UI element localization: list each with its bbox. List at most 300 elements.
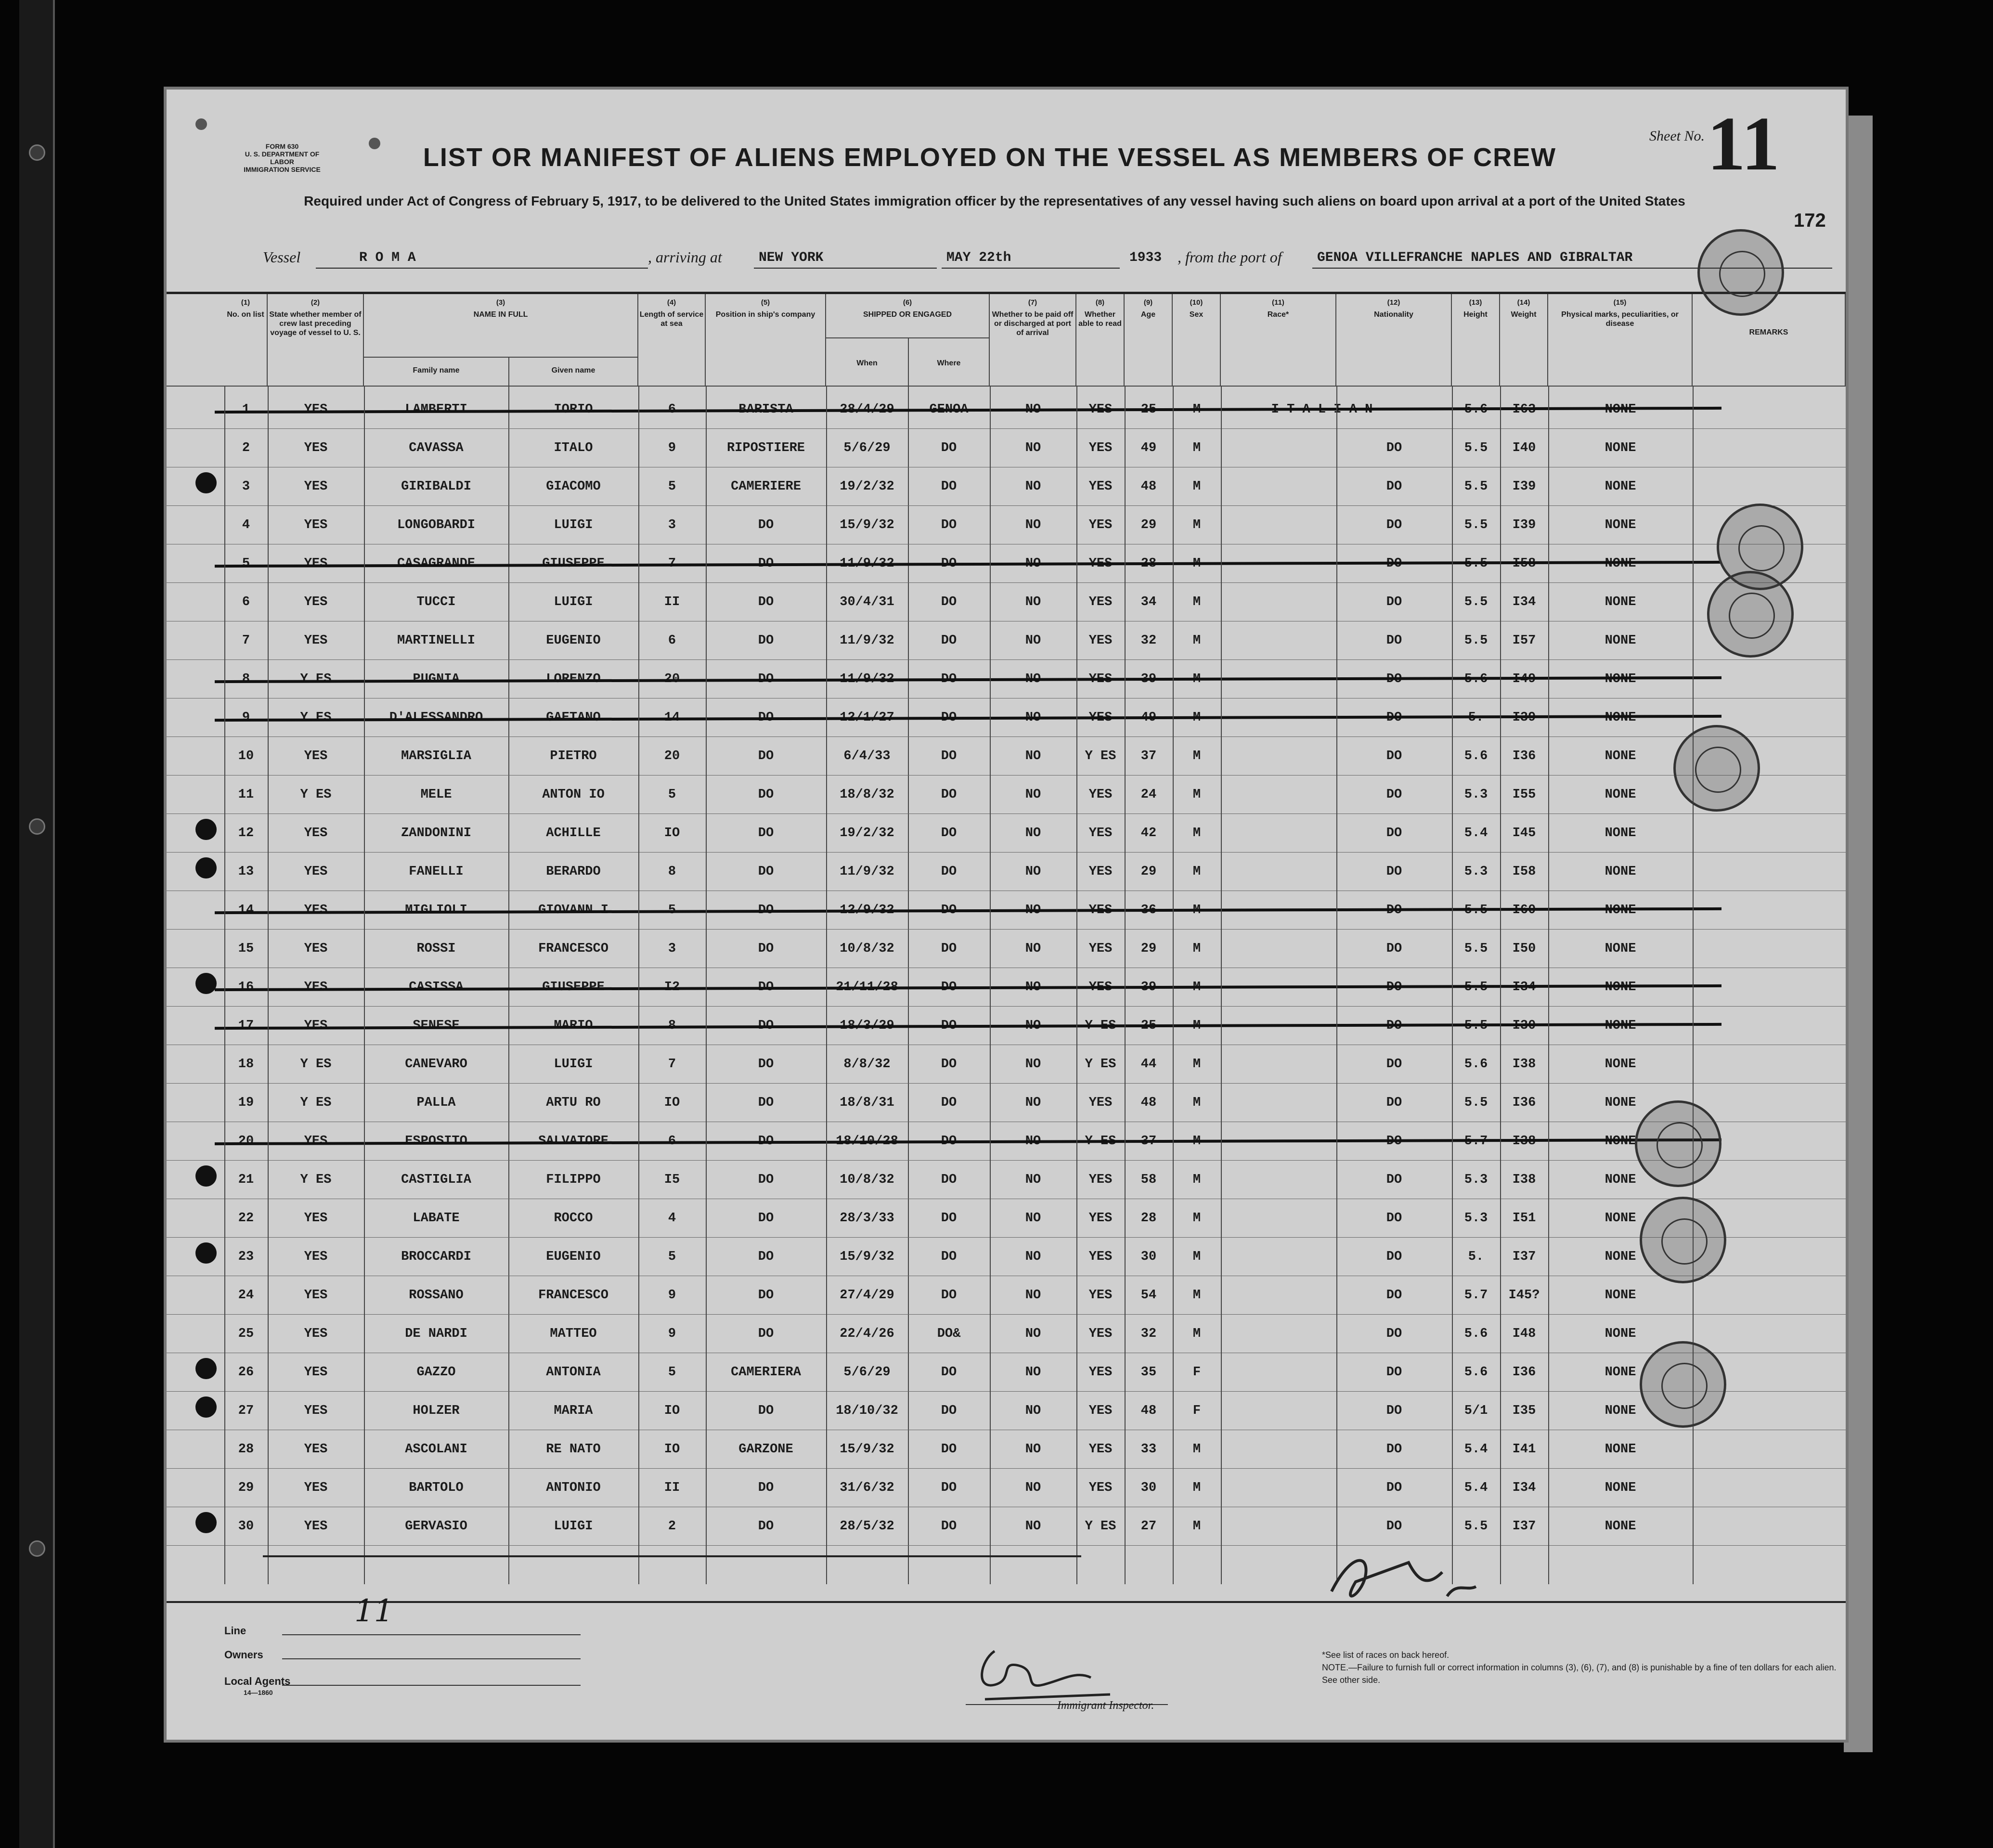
cell-len: I2 [664, 980, 680, 995]
consulate-stamp [1635, 1100, 1721, 1187]
cell-paid: NO [1025, 942, 1041, 956]
cell-h: 5.7 [1464, 1134, 1488, 1149]
cell-pos: DO [758, 518, 774, 532]
cell-pos: DO [758, 1250, 774, 1264]
cell-nat: DO [1386, 672, 1402, 686]
cell-w: I39 [1512, 711, 1536, 725]
cell-read: YES [1088, 1481, 1113, 1495]
cell-paid: NO [1025, 1173, 1041, 1187]
cell-age: 33 [1140, 1442, 1157, 1457]
column-number: (4) [667, 298, 676, 307]
cell-sex: M [1192, 1327, 1201, 1341]
cell-where: DO [941, 1211, 957, 1226]
cell-marks: NONE [1605, 1134, 1636, 1149]
cell-marks: NONE [1605, 1019, 1636, 1033]
cell-no: 6 [242, 595, 250, 609]
cell-crew: Y ES [300, 1173, 332, 1187]
table-row [167, 1045, 1846, 1084]
cell-read: YES [1088, 441, 1113, 455]
manifest-table [167, 292, 1846, 1584]
cell-family: CASAGRANDE [397, 556, 476, 571]
cell-age: 36 [1140, 903, 1157, 918]
cell-crew: Y ES [300, 1057, 332, 1072]
cell-h: 5.3 [1464, 788, 1488, 802]
cell-nat: DO [1386, 479, 1402, 494]
column-header [1125, 294, 1173, 386]
cell-marks: NONE [1605, 1211, 1636, 1226]
cell-h: 5.5 [1464, 1096, 1488, 1110]
cell-when: 12/1/27 [840, 711, 894, 725]
column-number: (14) [1517, 298, 1530, 307]
cell-w: I55 [1512, 788, 1536, 802]
cell-marks: NONE [1605, 402, 1636, 417]
cell-pos: DO [758, 556, 774, 571]
cell-len: 14 [664, 711, 680, 725]
table-row [167, 1084, 1846, 1122]
cell-h: 5.5 [1464, 479, 1488, 494]
cell-len: 5 [668, 479, 676, 494]
cell-paid: NO [1025, 1057, 1041, 1072]
arriving-label: , arriving at [648, 248, 722, 266]
cell-sex: M [1192, 980, 1201, 995]
consulate-stamp [1697, 229, 1784, 316]
column-label: Whether to be paid off or discharged at port of arrival [992, 310, 1074, 337]
table-row [167, 506, 1846, 544]
cell-age: 32 [1140, 1327, 1157, 1341]
cell-paid: NO [1025, 1250, 1041, 1264]
cell-where: DO [941, 672, 957, 686]
cell-w: I38 [1512, 1057, 1536, 1072]
cell-w: I51 [1512, 1211, 1536, 1226]
binder-ring [29, 1540, 45, 1557]
table-row [167, 1315, 1846, 1353]
cell-sex: M [1192, 1481, 1201, 1495]
cell-h: 5.5 [1464, 1519, 1488, 1534]
cell-sex: M [1192, 942, 1201, 956]
footer [167, 1593, 1846, 1743]
cell-w: I63 [1512, 402, 1536, 417]
cell-paid: NO [1025, 1404, 1041, 1418]
cell-where: DO& [937, 1327, 961, 1341]
arrival-date: MAY 22th [946, 250, 1011, 265]
column-number: (3) [496, 298, 505, 307]
cell-paid: NO [1025, 633, 1041, 648]
cell-family: PALLA [416, 1096, 456, 1110]
cell-h: 5.7 [1464, 1288, 1488, 1303]
cell-marks: NONE [1605, 1481, 1636, 1495]
table-row [167, 1161, 1846, 1199]
cell-where: DO [941, 633, 957, 648]
table-row [167, 698, 1846, 737]
cell-sex: M [1192, 711, 1201, 725]
cell-no: 8 [242, 672, 250, 686]
cell-sex: M [1192, 556, 1201, 571]
cell-h: 5.5 [1464, 980, 1488, 995]
column-number: (10) [1190, 298, 1203, 307]
cell-nat: DO [1386, 903, 1402, 918]
cell-w: I41 [1512, 1442, 1536, 1457]
cell-paid: NO [1025, 788, 1041, 802]
cell-given: EUGENIO [546, 1250, 601, 1264]
cell-given: BERARDO [546, 865, 601, 879]
column-number: (8) [1095, 298, 1105, 307]
cell-marks: NONE [1605, 556, 1636, 571]
cell-w: I50 [1512, 942, 1536, 956]
cell-sex: M [1192, 1442, 1201, 1457]
cell-pos: GARZONE [738, 1442, 793, 1457]
column-number: (6) [903, 298, 912, 307]
column-header [224, 294, 268, 386]
cell-h: 5.5 [1464, 903, 1488, 918]
cell-when: 15/9/32 [840, 1250, 894, 1264]
cell-marks: NONE [1605, 479, 1636, 494]
cell-when: 18/3/29 [840, 1019, 894, 1033]
cell-paid: NO [1025, 1481, 1041, 1495]
cell-sex: M [1192, 749, 1201, 763]
cell-crew: YES [304, 1404, 328, 1418]
cell-paid: NO [1025, 1327, 1041, 1341]
cell-marks: NONE [1605, 865, 1636, 879]
cell-nat: DO [1386, 788, 1402, 802]
cell-crew: YES [304, 942, 328, 956]
cell-read: YES [1088, 1211, 1113, 1226]
cell-nat: DO [1386, 1173, 1402, 1187]
cell-age: 48 [1140, 1096, 1157, 1110]
cell-sex: M [1192, 903, 1201, 918]
cell-family: ROSSANO [409, 1288, 464, 1303]
cell-paid: NO [1025, 865, 1041, 879]
cell-len: 6 [668, 1134, 676, 1149]
cell-pos: DO [758, 1173, 774, 1187]
vessel-name: R O M A [359, 250, 416, 265]
cell-h: 5.5 [1464, 556, 1488, 571]
cell-no: 17 [238, 1019, 254, 1033]
cell-paid: NO [1025, 1288, 1041, 1303]
cell-where: DO [941, 865, 957, 879]
cell-w: I35 [1512, 1404, 1536, 1418]
cell-when: 5/6/29 [843, 1365, 891, 1380]
cell-w: I40 [1512, 441, 1536, 455]
cell-sex: M [1192, 788, 1201, 802]
cell-when: 31/6/32 [840, 1481, 894, 1495]
cell-read: YES [1088, 980, 1113, 995]
cell-no: 15 [238, 942, 254, 956]
table-row [167, 1238, 1846, 1276]
cell-sex: M [1192, 1134, 1201, 1149]
cell-marks: NONE [1605, 980, 1636, 995]
cell-given: ITALO [554, 441, 593, 455]
cell-pos: CAMERIERE [731, 479, 801, 494]
cell-paid: NO [1025, 1519, 1041, 1534]
cell-marks: NONE [1605, 749, 1636, 763]
column-label: NAME IN FULL [473, 310, 528, 319]
cell-len: 7 [668, 556, 676, 571]
cell-crew: YES [304, 826, 328, 840]
cell-h: 5.6 [1464, 1057, 1488, 1072]
cell-family: ESPOSITO [405, 1134, 467, 1149]
column-label: Race* [1267, 310, 1289, 319]
cell-pos: DO [758, 1327, 774, 1341]
cell-no: 22 [238, 1211, 254, 1226]
cell-read: YES [1088, 479, 1113, 494]
from-port: GENOA VILLEFRANCHE NAPLES AND GIBRALTAR [1317, 250, 1633, 265]
cell-pos: DO [758, 903, 774, 918]
cell-read: YES [1088, 672, 1113, 686]
cell-marks: NONE [1605, 1096, 1636, 1110]
cell-marks: NONE [1605, 441, 1636, 455]
cell-w: I45? [1508, 1288, 1540, 1303]
cell-sex: M [1192, 518, 1201, 532]
cell-no: 13 [238, 865, 254, 879]
page-number: 172 [1794, 210, 1826, 231]
cell-where: DO [941, 1173, 957, 1187]
cell-len: 3 [668, 518, 676, 532]
cell-len: IO [664, 1096, 680, 1110]
cell-len: 20 [664, 672, 680, 686]
cell-marks: NONE [1605, 1442, 1636, 1457]
cell-h: 5/1 [1464, 1404, 1488, 1418]
cell-family: FANELLI [409, 865, 464, 879]
cell-len: 5 [668, 1250, 676, 1264]
cell-sex: M [1192, 865, 1201, 879]
cell-marks: NONE [1605, 1288, 1636, 1303]
cell-age: 54 [1140, 1288, 1157, 1303]
cell-sex: M [1192, 479, 1201, 494]
cell-nat: DO [1386, 1211, 1402, 1226]
cell-family: ZANDONINI [401, 826, 471, 840]
cell-h: 5.5 [1464, 633, 1488, 648]
consulate-stamp [1673, 725, 1760, 812]
column-header [268, 294, 364, 386]
cell-crew: YES [304, 1365, 328, 1380]
column-label: Sex [1189, 310, 1204, 319]
cell-given: LUIGI [554, 595, 593, 609]
agents-label: Local Agents [224, 1675, 291, 1687]
cell-w: I30 [1512, 1019, 1536, 1033]
table-row [167, 814, 1846, 853]
cell-where: DO [941, 1057, 957, 1072]
cell-sex: M [1192, 1173, 1201, 1187]
cell-pos: DO [758, 1481, 774, 1495]
cell-h: 5.5 [1464, 518, 1488, 532]
punch-hole [195, 1242, 217, 1264]
cell-when: 18/10/28 [836, 1134, 898, 1149]
cell-paid: NO [1025, 749, 1041, 763]
cell-where: DO [941, 1404, 957, 1418]
cell-paid: NO [1025, 826, 1041, 840]
cell-marks: NONE [1605, 903, 1636, 918]
cell-given: GIUSEPPE [542, 980, 605, 995]
cell-given: GIUSEPPE [542, 556, 605, 571]
cell-when: 15/9/32 [840, 1442, 894, 1457]
cell-given: MARIA [554, 1404, 593, 1418]
table-row [167, 390, 1846, 429]
cell-crew: YES [304, 1519, 328, 1534]
cell-read: YES [1088, 788, 1113, 802]
cell-len: II [664, 595, 680, 609]
cell-read: Y ES [1085, 1519, 1116, 1534]
cell-read: YES [1088, 903, 1113, 918]
cell-h: 5.5 [1464, 595, 1488, 609]
cell-paid: NO [1025, 518, 1041, 532]
cell-len: 5 [668, 788, 676, 802]
cell-pos: DO [758, 672, 774, 686]
cell-read: YES [1088, 1096, 1113, 1110]
service-name: IMMIGRATION SERVICE [244, 166, 321, 173]
cell-when: 12/9/32 [840, 903, 894, 918]
cell-given: GAETANO [546, 711, 601, 725]
table-row [167, 891, 1846, 930]
cell-len: 9 [668, 441, 676, 455]
column-label: State whether member of crew last preceding voyage of vessel to U. S. [269, 310, 362, 337]
cell-marks: NONE [1605, 518, 1636, 532]
cell-age: 28 [1140, 1211, 1157, 1226]
cell-paid: NO [1025, 1134, 1041, 1149]
cell-where: DO [941, 1519, 957, 1534]
column-label: Height [1463, 310, 1488, 319]
cell-family: GERVASIO [405, 1519, 467, 1534]
cell-pos: DO [758, 749, 774, 763]
cell-pos: CAMERIERA [731, 1365, 801, 1380]
column-label: Whether able to read [1078, 310, 1122, 328]
cell-given: LORENZO [546, 672, 601, 686]
table-row [167, 1007, 1846, 1045]
cell-no: 19 [238, 1096, 254, 1110]
cell-age: 34 [1140, 595, 1157, 609]
cell-given: ACHILLE [546, 826, 601, 840]
cell-w: I39 [1512, 518, 1536, 532]
column-number: (2) [311, 298, 320, 307]
cell-marks: NONE [1605, 711, 1636, 725]
cell-read: YES [1088, 1365, 1113, 1380]
cell-paid: NO [1025, 903, 1041, 918]
cell-given: EUGENIO [546, 633, 601, 648]
cell-age: 58 [1140, 1173, 1157, 1187]
officer-signature [1312, 1534, 1495, 1620]
cell-no: 29 [238, 1481, 254, 1495]
cell-age: 37 [1140, 1134, 1157, 1149]
cell-len: 8 [668, 1019, 676, 1033]
cell-sex: M [1192, 1250, 1201, 1264]
owners-label: Owners [224, 1649, 263, 1661]
cell-given: ARTU RO [546, 1096, 601, 1110]
cell-family: GAZZO [416, 1365, 456, 1380]
cell-where: DO [941, 1134, 957, 1149]
cell-where: DO [941, 1250, 957, 1264]
cell-family: LABATE [413, 1211, 460, 1226]
footer-note [1322, 1649, 1851, 1686]
cell-crew: YES [304, 1019, 328, 1033]
cell-nat: DO [1386, 595, 1402, 609]
cell-nat: DO [1386, 1057, 1402, 1072]
cell-nat: DO [1386, 633, 1402, 648]
cell-h: 5.4 [1464, 826, 1488, 840]
cell-crew: YES [304, 1134, 328, 1149]
cell-w: I58 [1512, 556, 1536, 571]
cell-w: I38 [1512, 1173, 1536, 1187]
cell-given: RE NATO [546, 1442, 601, 1457]
consulate-stamp [1640, 1197, 1726, 1283]
cell-len: 20 [664, 749, 680, 763]
cell-crew: Y ES [300, 788, 332, 802]
cell-age: 42 [1140, 826, 1157, 840]
cell-where: DO [941, 903, 957, 918]
cell-where: DO [941, 942, 957, 956]
cell-family: SENESE [413, 1019, 460, 1033]
cell-h: 5.6 [1464, 1327, 1488, 1341]
cell-w: I39 [1512, 479, 1536, 494]
punch-hole [195, 1512, 217, 1533]
arrival-port: NEW YORK [759, 250, 824, 265]
cell-family: GIRIBALDI [401, 479, 471, 494]
cell-h: 5.3 [1464, 865, 1488, 879]
cell-when: 11/9/32 [840, 556, 894, 571]
cell-sex: M [1192, 1019, 1201, 1033]
cell-where: DO [941, 980, 957, 995]
cell-len: 2 [668, 1519, 676, 1534]
cell-no: 28 [238, 1442, 254, 1457]
cell-given: ANTONIO [546, 1481, 601, 1495]
cell-paid: NO [1025, 595, 1041, 609]
punch-hole [195, 819, 217, 840]
cell-family: PUGNIA [413, 672, 460, 686]
cell-len: 5 [668, 1365, 676, 1380]
cell-given: LUIGI [554, 1057, 593, 1072]
sheet-number: 11 [1707, 101, 1780, 186]
cell-no: 18 [238, 1057, 254, 1072]
cell-nat: DO [1386, 556, 1402, 571]
form-number: FORM 630 [265, 142, 299, 150]
cell-age: 30 [1140, 1481, 1157, 1495]
column-header [638, 294, 706, 386]
column-header [1452, 294, 1500, 386]
cell-marks: NONE [1605, 595, 1636, 609]
cell-pos: RIPOSTIERE [726, 441, 805, 455]
cell-given: FRANCESCO [538, 1288, 608, 1303]
cell-nat: DO [1386, 826, 1402, 840]
column-label: Nationality [1374, 310, 1413, 319]
cell-read: YES [1088, 865, 1113, 879]
cell-pos: DO [758, 942, 774, 956]
cell-read: YES [1088, 711, 1113, 725]
subtitle: Required under Act of Congress of February 5, 1917, to be delivered to the United States immigration officer by the representatives of any vessel having such aliens on board upon arrival at a port of the United States [304, 194, 1685, 208]
punch-hole [195, 1358, 217, 1379]
cell-nat: DO [1386, 942, 1402, 956]
cell-pos: DO [758, 1211, 774, 1226]
cell-paid: NO [1025, 1019, 1041, 1033]
cell-marks: NONE [1605, 1404, 1636, 1418]
cell-paid: NO [1025, 672, 1041, 686]
cell-marks: NONE [1605, 1519, 1636, 1534]
cell-where: DO [941, 749, 957, 763]
cell-marks: NONE [1605, 942, 1636, 956]
column-label: REMARKS [1749, 328, 1788, 336]
cell-nat: DO [1386, 1481, 1402, 1495]
cell-w: I36 [1512, 1365, 1536, 1380]
cell-where: DO [941, 711, 957, 725]
cell-sex: F [1192, 1365, 1201, 1380]
cell-age: 39 [1140, 672, 1157, 686]
cell-read: YES [1088, 518, 1113, 532]
cell-h: 5.6 [1464, 402, 1488, 417]
cell-age: 32 [1140, 633, 1157, 648]
cell-family: MELE [420, 788, 452, 802]
vessel-line [263, 248, 1803, 272]
cell-no: 26 [238, 1365, 254, 1380]
cell-when: 30/4/31 [840, 595, 894, 609]
cell-paid: NO [1025, 556, 1041, 571]
cell-len: 9 [668, 1288, 676, 1303]
